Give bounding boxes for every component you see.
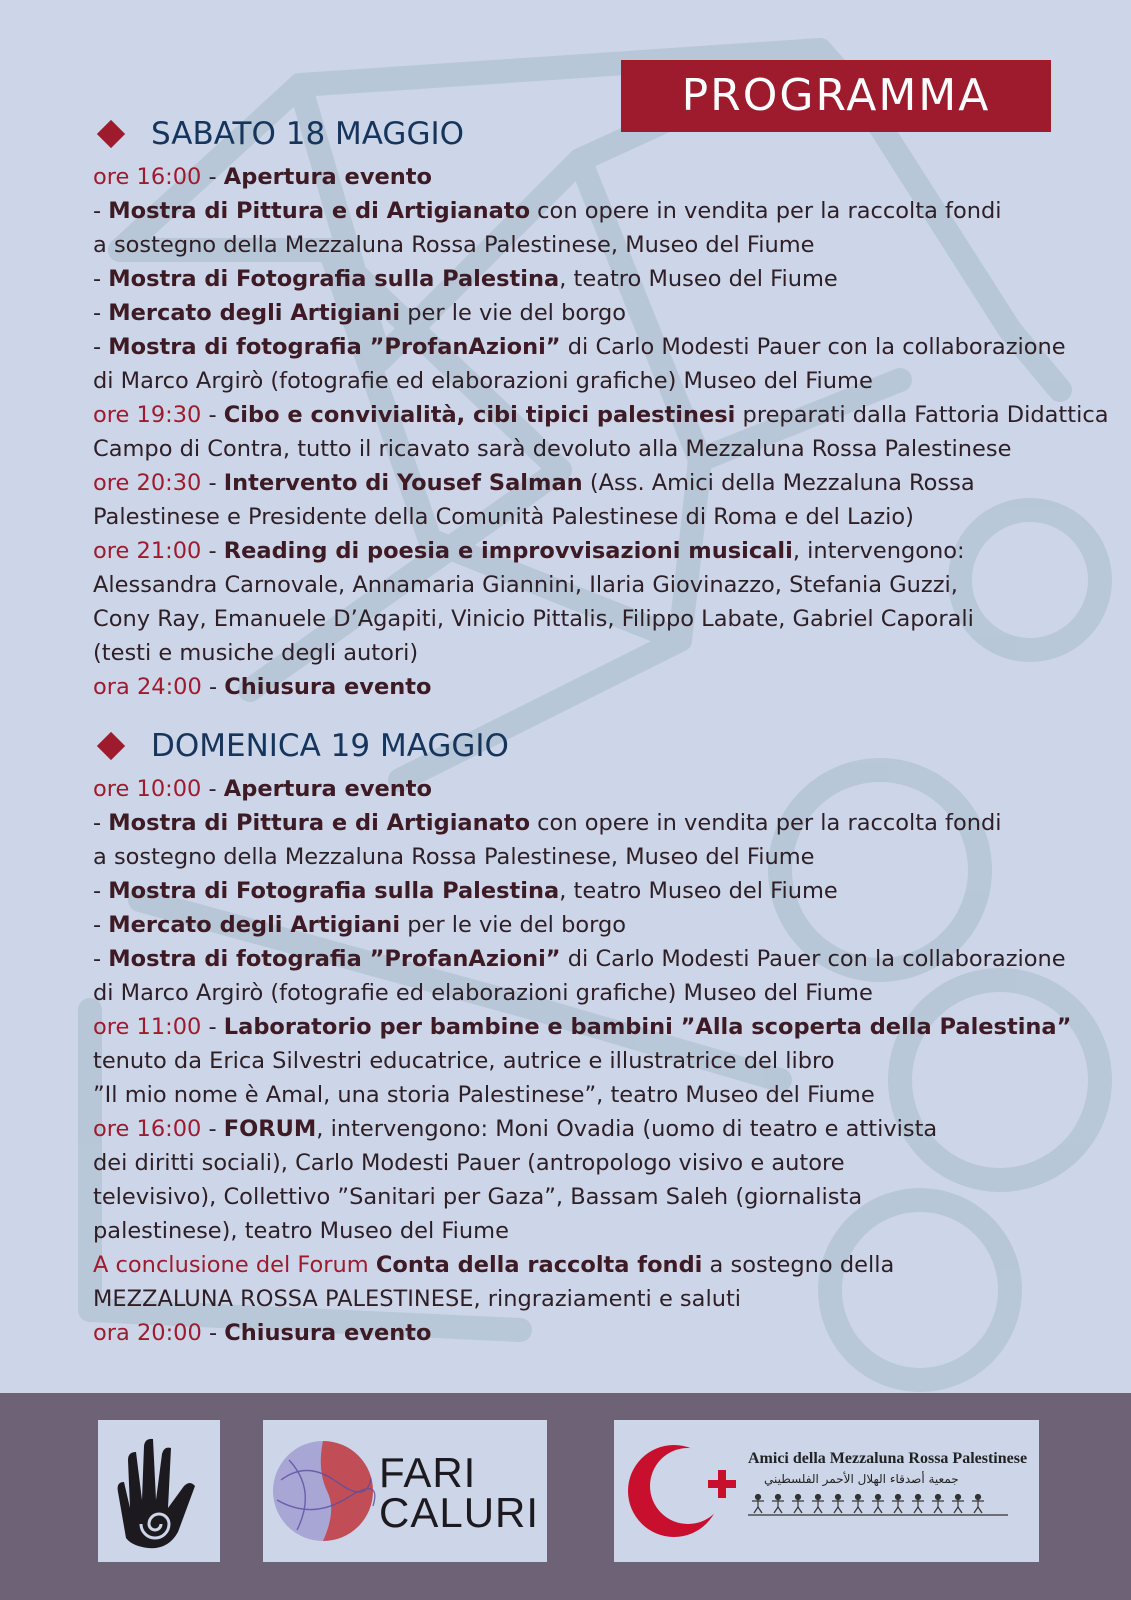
event-title: Mostra di Pittura e di Artigianato [108,198,531,224]
separator: - [201,402,224,428]
program-line [93,1078,1103,1112]
separator: - [201,164,224,190]
program-line [93,1248,1103,1282]
programma-title: PROGRAMMA [621,60,1051,132]
event-title: Chiusura evento [224,1320,432,1346]
event-detail: di Marco Argirò (fotografie ed elaborazioni grafiche) Museo del Fiume [93,980,873,1006]
event-time: ore 19:30 [93,402,202,428]
amici-title: Amici della Mezzaluna Rossa Palestinese [748,1450,1028,1467]
separator: - [201,1116,224,1142]
event-detail: con opere in vendita per la raccolta fondi [530,810,1002,836]
program-line [93,1180,1103,1214]
separator: - [93,198,109,224]
event-detail: preparati dalla Fattoria Didattica [735,402,1109,428]
program-line [93,466,1103,500]
program-line [93,806,1103,840]
separator: - [201,674,225,700]
program-line [93,262,1103,296]
program-line [93,840,1103,874]
day-title: SABATO 18 MAGGIO [151,116,465,152]
event-title: Mercato degli Artigiani [108,300,401,326]
event-title: Chiusura evento [224,674,432,700]
event-title: Laboratorio per bambine e bambini ”Alla scoperta della Palestina” [223,1014,1072,1040]
event-time: ora 20:00 [93,1320,202,1346]
event-time: ore 16:00 [93,164,202,190]
day-schedule-saturday [93,160,1109,704]
separator: - [93,266,109,292]
event-title: Reading di poesia e improvvisazioni musicali [223,538,793,564]
event-detail: Campo di Contra, tutto il ricavato sarà devoluto alla Mezzaluna Rossa Palestinese [93,436,1012,462]
separator: - [201,538,224,564]
day-heading-sunday [93,724,1103,768]
event-title: Mostra di Fotografia sulla Palestina [108,878,560,904]
event-detail: Alessandra Carnovale, Annamaria Giannini, Ilaria Giovinazzo, Stefania Guzzi, [93,572,958,598]
event-time: ore 16:00 [93,1116,202,1142]
program-line [93,1316,1103,1350]
event-detail: Cony Ray, Emanuele D’Agapiti, Vinicio Pittalis, Filippo Labate, Gabriel Caporali [93,606,974,632]
event-title: Conta della raccolta fondi [375,1252,703,1278]
logo-amici-mezzaluna [614,1420,1039,1562]
event-time: A conclusione del Forum [93,1252,369,1278]
day-title: DOMENICA 19 MAGGIO [151,728,509,764]
event-detail: , intervengono: Moni Ovadia (uomo di teatro e attivista [316,1116,938,1142]
program-line [93,500,1103,534]
program-line [93,976,1103,1010]
separator: - [93,912,109,938]
event-detail: MEZZALUNA ROSSA PALESTINESE, ringraziamenti e saluti [93,1286,742,1312]
event-title: Mostra di Pittura e di Artigianato [108,810,531,836]
event-detail: a sostegno della Mezzaluna Rossa Palestinese, Museo del Fiume [93,232,815,258]
event-detail: con opere in vendita per la raccolta fondi [530,198,1002,224]
program-line [93,398,1109,432]
event-detail: (Ass. Amici della Mezzaluna Rossa [582,470,975,496]
program-line [93,432,1103,466]
program-line [93,534,1103,568]
separator: - [93,334,109,360]
event-title: Mercato degli Artigiani [108,912,401,938]
event-detail: (testi e musiche degli autori) [93,640,419,666]
event-title: Apertura evento [223,776,432,802]
diamond-bullet-icon [97,732,125,760]
event-detail: palestinese), teatro Museo del Fiume [93,1218,509,1244]
separator: - [201,470,224,496]
separator: - [93,946,109,972]
logo-sapere-delle-mani [98,1420,220,1562]
program-line [93,330,1103,364]
event-detail: per le vie del borgo [400,300,627,326]
day-heading-saturday [93,112,1103,156]
event-title: Cibo e convivialità, cibi tipici palestinesi [223,402,736,428]
event-detail: , teatro Museo del Fiume [559,878,838,904]
program-line [93,1044,1103,1078]
event-detail: di Carlo Modesti Pauer con la collaborazione [560,334,1066,360]
program-content [93,112,1109,1350]
program-line [93,1010,1103,1044]
program-line [93,364,1103,398]
program-line [93,296,1103,330]
program-line [93,602,1103,636]
program-line [93,1214,1103,1248]
people-chain-icon [748,1492,1008,1516]
red-crescent-icon [622,1420,742,1562]
fari-caluri-line2: CALURI [379,1489,540,1536]
program-line [93,1146,1103,1180]
program-line [93,874,1103,908]
event-detail: di Carlo Modesti Pauer con la collaborazione [560,946,1066,972]
event-detail: televisivo), Collettivo ”Sanitari per Gaza”, Bassam Saleh (giornalista [93,1184,863,1210]
event-detail: ”Il mio nome è Amal, una storia Palestinese”, teatro Museo del Fiume [93,1082,875,1108]
fari-caluri-line1: FARI [379,1449,477,1496]
program-line [93,1282,1103,1316]
program-line [93,568,1103,602]
event-title: Mostra di fotografia ”ProfanAzioni” [108,334,561,360]
event-time: ore 10:00 [93,776,202,802]
hand-spiral-icon [98,1420,220,1562]
program-line [93,636,1103,670]
event-time: ore 21:00 [93,538,202,564]
program-line [93,228,1103,262]
event-title: Mostra di Fotografia sulla Palestina [108,266,560,292]
event-detail: , intervengono: [792,538,965,564]
amici-arabic: جمعية أصدقاء الهلال الأحمر الفلسطيني [764,1472,959,1486]
event-detail: per le vie del borgo [400,912,627,938]
program-line [93,1112,1103,1146]
logo-fari-caluri [263,1420,547,1562]
event-detail: dei diritti sociali), Carlo Modesti Pauer (antropologo visivo e autore [93,1150,845,1176]
event-title: Mostra di fotografia ”ProfanAzioni” [108,946,561,972]
separator: - [201,1320,225,1346]
event-time: ore 11:00 [93,1014,202,1040]
separator: - [93,878,109,904]
program-line [93,942,1103,976]
program-line [93,908,1103,942]
separator: - [201,1014,224,1040]
event-title: Intervento di Yousef Salman [223,470,583,496]
separator: - [93,810,109,836]
event-time: ora 24:00 [93,674,202,700]
separator: - [93,300,109,326]
program-line [93,160,1103,194]
event-detail: , teatro Museo del Fiume [559,266,838,292]
diamond-bullet-icon [97,120,125,148]
event-detail: a sostegno della Mezzaluna Rossa Palestinese, Museo del Fiume [93,844,815,870]
globe-scribble-icon [267,1420,377,1562]
separator: - [201,776,224,802]
separator [369,1252,376,1278]
event-detail: di Marco Argirò (fotografie ed elaborazioni grafiche) Museo del Fiume [93,368,873,394]
event-detail: a sostegno della [702,1252,895,1278]
program-line [93,772,1103,806]
event-detail: tenuto da Erica Silvestri educatrice, autrice e illustratrice del libro [93,1048,835,1074]
event-time: ore 20:30 [93,470,202,496]
program-line [93,670,1103,704]
event-title: Apertura evento [223,164,432,190]
event-title: FORUM [223,1116,317,1142]
day-schedule-sunday [93,772,1103,1350]
program-line [93,194,1103,228]
event-detail: Palestinese e Presidente della Comunità Palestinese di Roma e del Lazio) [93,504,914,530]
